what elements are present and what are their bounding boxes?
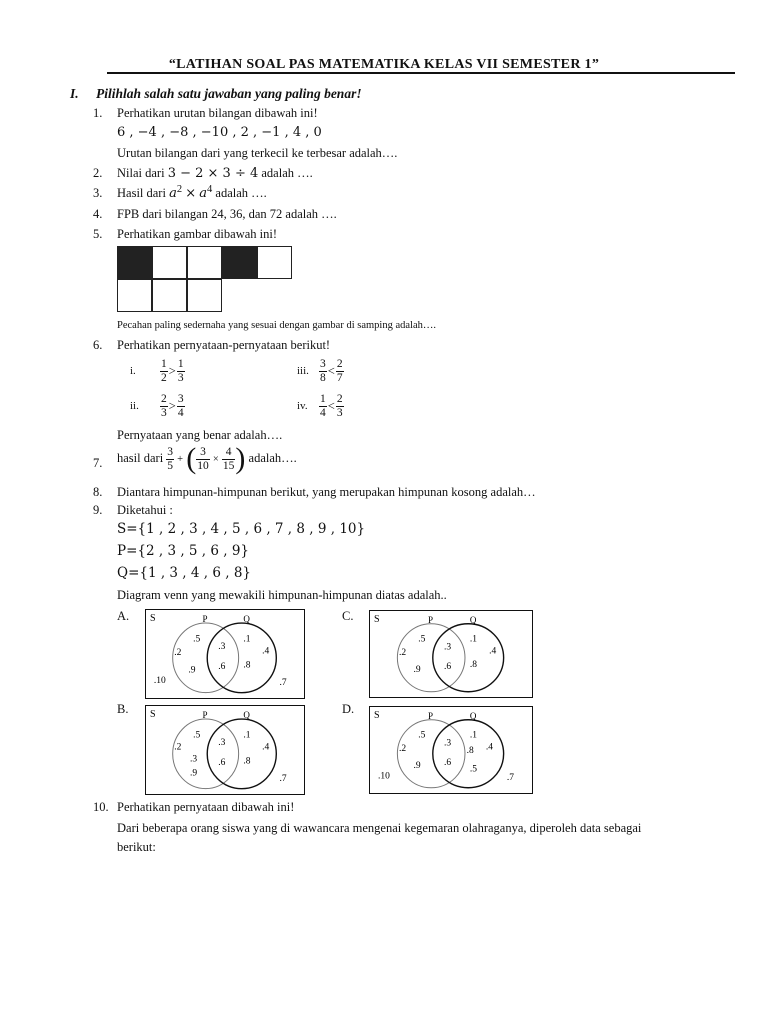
question-text: Perhatikan urutan bilangan dibawah ini! — [117, 106, 318, 120]
question-number: 1. — [93, 106, 103, 120]
set-element: .8 — [243, 660, 251, 671]
set-q-circle — [433, 624, 504, 692]
question-text: Perhatikan gambar dibawah ini! — [117, 227, 278, 241]
set-element: .6 — [444, 757, 452, 768]
statement-item — [130, 393, 185, 420]
section-label: Pilihlah salah satu jawaban yang paling benar! — [96, 86, 362, 101]
fraction: $\frac{2}{3}$ — [161, 393, 167, 419]
set-element: .1 — [469, 730, 477, 741]
set-element: .5 — [193, 730, 201, 741]
fraction: $\frac{3}{10}$ — [197, 445, 209, 472]
question-suffix: adalah …. — [215, 186, 267, 201]
set-element: .8 — [243, 756, 251, 767]
set-q-circle — [207, 719, 276, 789]
question-suffix: adalah…. — [248, 450, 297, 465]
set-element: .2 — [398, 648, 407, 659]
set-element: .5 — [418, 634, 426, 645]
option-label: C. — [342, 609, 354, 623]
question-text: Perhatikan pernyataan-pernyataan berikut! — [117, 338, 331, 352]
question-text: Diketahui : — [117, 503, 173, 517]
set-element: .6 — [218, 758, 226, 769]
set-element: .7 — [506, 773, 514, 784]
question-suffix: adalah …. — [261, 166, 313, 180]
set-q-circle — [207, 623, 276, 693]
section-heading — [70, 86, 362, 102]
number-sequence: 6 , −4 , −8 , −10 , 2 , −1 , 4 , 0 — [117, 125, 322, 140]
question-prefix: Hasil dari — [117, 186, 166, 201]
set-element: .1 — [469, 634, 477, 645]
left-parenthesis: ( — [186, 442, 197, 475]
set-element: .2 — [174, 648, 182, 659]
power-base: a — [199, 186, 208, 202]
empty-cell — [257, 246, 292, 279]
set-element: .4 — [489, 646, 497, 657]
set-element: .9 — [188, 665, 196, 676]
empty-cell — [117, 279, 152, 312]
fraction: $\frac{1}{4}$ — [320, 393, 326, 419]
question-text — [117, 184, 267, 201]
set-p-circle — [173, 719, 239, 789]
paragraph-line: berikut: — [117, 840, 156, 854]
question-text — [117, 166, 313, 181]
set-element: .4 — [262, 742, 270, 753]
question-text — [117, 444, 297, 474]
set-element: .9 — [189, 768, 198, 779]
set-q: Q={1 , 3 , 4 , 6 , 8} — [117, 565, 251, 581]
set-element: .3 — [218, 738, 226, 749]
set-element: .10 — [153, 676, 166, 687]
comparison-operator: > — [168, 364, 176, 378]
fraction: $\frac{3}{8}$ — [320, 358, 326, 384]
statement-label: iii. — [297, 365, 309, 378]
option-label: B. — [117, 702, 129, 716]
page-title: “LATIHAN SOAL PAS MATEMATIKA KELAS VII SEMESTER 1” — [168, 57, 600, 72]
question-number: 4. — [93, 207, 103, 221]
question-number: 7. — [93, 456, 103, 470]
question-text: Diantara himpunan-himpunan berikut, yang merupakan himpunan kosong adalah… — [117, 485, 536, 499]
paragraph-line: Dari beberapa orang siswa yang di wawancara mengenai kegemaran olahraganya, diperoleh data sebagai — [117, 821, 642, 835]
set-element: .4 — [262, 646, 270, 657]
fraction: $\frac{3}{4}$ — [177, 393, 184, 419]
set-element: .5 — [193, 634, 201, 645]
comparison-operator: < — [327, 364, 335, 378]
shaded-cell — [222, 246, 257, 279]
statement-item — [297, 358, 344, 385]
title-underline — [107, 72, 735, 74]
operator: × — [185, 186, 197, 202]
set-element: .8 — [469, 660, 477, 671]
set-q-label: Q — [469, 711, 477, 721]
question-number: 3. — [93, 186, 103, 200]
set-element: .6 — [218, 662, 226, 673]
statement-item — [297, 393, 344, 420]
operator: + — [177, 453, 184, 465]
fraction: $\frac{1}{3}$ — [177, 358, 184, 384]
question-number: 10. — [93, 800, 109, 814]
question-text: FPB dari bilangan 24, 36, dan 72 adalah …. — [117, 207, 337, 221]
set-element: .5 — [469, 764, 477, 775]
comparison-operator: < — [327, 399, 335, 413]
set-element: .6 — [444, 661, 452, 672]
power-exponent: 4 — [207, 184, 213, 195]
option-label: D. — [342, 702, 355, 716]
set-element: .2 — [174, 742, 182, 753]
set-element: .8 — [466, 745, 474, 756]
set-p-label: P — [202, 710, 208, 720]
right-parenthesis: ) — [235, 442, 246, 475]
question-prefix: hasil dari — [117, 450, 164, 465]
shaded-cell — [117, 246, 152, 279]
venn-diagram — [145, 609, 305, 699]
fraction: $\frac{3}{5}$ — [167, 445, 174, 472]
set-element: .9 — [413, 665, 421, 676]
fraction: $\frac{2}{3}$ — [336, 393, 343, 419]
operator: × — [212, 453, 219, 465]
math-expression: 3 − 2 × 3 ÷ 4 — [167, 166, 259, 181]
empty-cell — [187, 279, 222, 312]
question-prompt: Diagram venn yang mewakili himpunan-himpunan diatas adalah.. — [117, 588, 447, 602]
empty-cell — [187, 246, 222, 279]
set-element: .3 — [189, 754, 198, 765]
universe-label: S — [374, 710, 380, 721]
empty-cell — [152, 246, 187, 279]
set-p-circle — [397, 720, 465, 788]
fraction: $\frac{1}{2}$ — [161, 358, 167, 384]
universe-label: S — [150, 613, 156, 624]
question-number: 5. — [93, 227, 103, 241]
question-text: Perhatikan pernyataan dibawah ini! — [117, 800, 295, 814]
set-element: .9 — [413, 761, 421, 772]
fraction: $\frac{2}{7}$ — [336, 358, 343, 384]
set-p-label: P — [427, 615, 433, 625]
power-base: a — [169, 186, 177, 202]
set-element: .10 — [378, 771, 390, 782]
set-element: .1 — [243, 634, 251, 645]
option-label: A. — [117, 609, 130, 623]
set-element: .1 — [243, 730, 251, 741]
comparison-operator: > — [168, 399, 176, 413]
set-p-circle — [173, 623, 239, 693]
set-element: .2 — [398, 744, 407, 755]
set-p-circle — [397, 624, 465, 692]
figure-caption: Pecahan paling sedernaha yang sesuai dengan gambar di samping adalah…. — [117, 320, 436, 331]
set-q-label: Q — [243, 614, 250, 624]
question-prefix: Nilai dari — [117, 166, 165, 180]
set-q-label: Q — [469, 615, 477, 625]
venn-diagram — [369, 610, 533, 698]
set-element: .3 — [218, 642, 226, 653]
statement-label: i. — [130, 365, 136, 378]
set-element: .3 — [444, 738, 452, 749]
statement-item — [130, 358, 185, 385]
question-number: 6. — [93, 338, 103, 352]
set-element: .4 — [485, 742, 494, 753]
power-exponent: 2 — [176, 184, 183, 195]
question-prompt: Urutan bilangan dari yang terkecil ke terbesar adalah…. — [117, 146, 398, 160]
set-element: .7 — [279, 677, 287, 688]
question-number: 2. — [93, 166, 103, 180]
statement-label: ii. — [130, 400, 139, 413]
set-q-label: Q — [243, 710, 250, 720]
universe-label: S — [150, 709, 156, 720]
statement-label: iv. — [297, 400, 308, 413]
empty-cell — [152, 279, 187, 312]
venn-diagram — [369, 706, 533, 794]
question-number: 9. — [93, 503, 103, 517]
set-element: .3 — [444, 642, 452, 653]
set-element: .7 — [279, 773, 287, 784]
fraction: $\frac{4}{15}$ — [222, 445, 235, 472]
universe-label: S — [374, 614, 380, 625]
venn-diagram — [145, 705, 305, 795]
set-s: S={1 , 2 , 3 , 4 , 5 , 6 , 7 , 8 , 9 , 10} — [117, 521, 366, 537]
question-prompt: Pernyataan yang benar adalah…. — [117, 428, 283, 442]
set-element: .5 — [418, 730, 426, 741]
section-number: I. — [70, 86, 79, 101]
set-p: P={2 , 3 , 5 , 6 , 9} — [117, 543, 250, 559]
set-p-label: P — [202, 614, 208, 624]
set-p-label: P — [427, 711, 433, 721]
question-number: 8. — [93, 485, 103, 499]
